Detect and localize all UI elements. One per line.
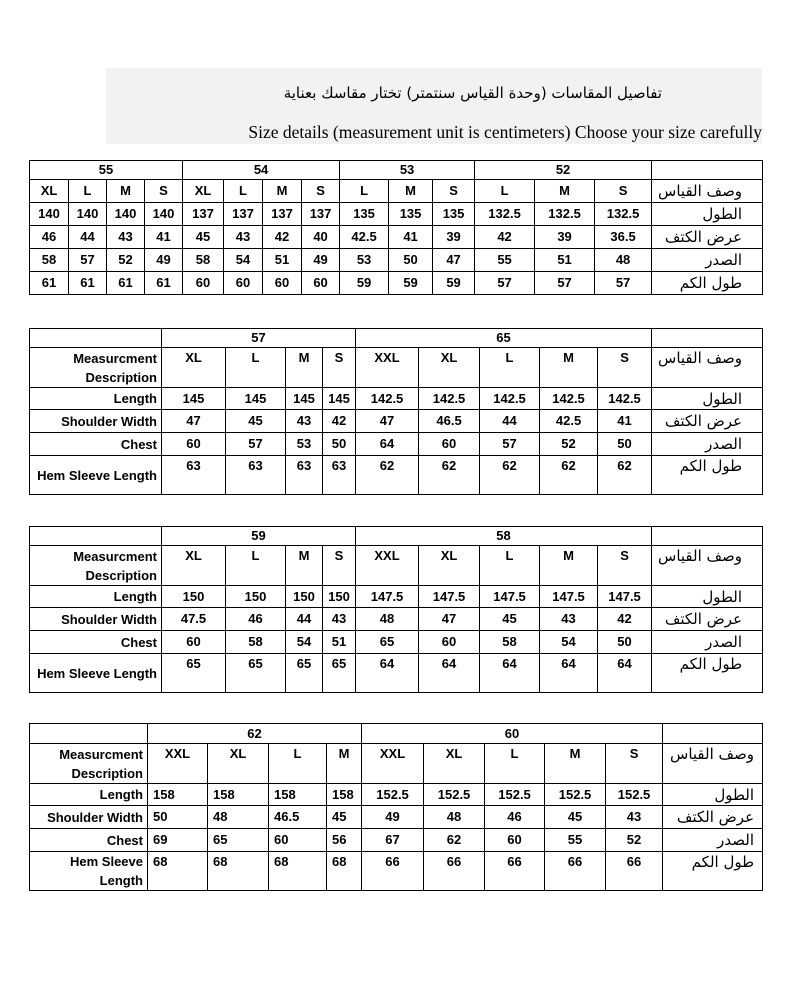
size-cell: S: [323, 348, 356, 388]
value-cell: 147.5: [356, 586, 419, 608]
value-cell: 60: [419, 631, 480, 654]
value-cell: 142.5: [540, 388, 598, 410]
size-cell: XL: [419, 546, 480, 586]
row-label-ar: الطول: [652, 388, 763, 410]
value-cell: 60: [485, 829, 545, 852]
group-header: 60: [362, 724, 663, 744]
value-cell: 47: [162, 410, 226, 433]
group-row: [30, 161, 763, 180]
value-cell: 67: [362, 829, 424, 852]
value-cell: 132.5: [595, 203, 652, 226]
row-label-ar: وصف القياس: [663, 744, 763, 784]
row-label-en: Shoulder Width: [30, 806, 148, 829]
value-cell: 69: [148, 829, 208, 852]
row-label-ar: عرض الكتف: [652, 226, 763, 249]
size-cell: S: [433, 180, 475, 203]
value-cell: 65: [286, 654, 323, 693]
value-cell: 62: [540, 456, 598, 495]
value-cell: 61: [30, 272, 69, 295]
value-cell: 46: [226, 608, 286, 631]
size-cell: XL: [419, 348, 480, 388]
size-cell: XL: [162, 348, 226, 388]
size-cell: M: [327, 744, 362, 784]
size-cell: L: [475, 180, 535, 203]
value-cell: 152.5: [545, 784, 606, 806]
title-arabic: تفاصيل المقاسات (وحدة القياس سنتمتر) تختار مقاسك بعناية: [283, 84, 662, 102]
chest-row: [30, 433, 763, 456]
length-row: [30, 784, 763, 806]
value-cell: 135: [433, 203, 475, 226]
value-cell: 60: [302, 272, 340, 295]
value-cell: 68: [269, 852, 327, 891]
value-cell: 57: [226, 433, 286, 456]
value-cell: 36.5: [595, 226, 652, 249]
size-cell: M: [389, 180, 433, 203]
shoulder-row: [30, 608, 763, 631]
size-cell: L: [480, 348, 540, 388]
size-row: [30, 348, 763, 388]
value-cell: 39: [535, 226, 595, 249]
value-cell: 46: [30, 226, 69, 249]
value-cell: 68: [327, 852, 362, 891]
size-cell: XXL: [356, 348, 419, 388]
row-label-ar: طول الكم: [663, 852, 763, 891]
value-cell: 142.5: [480, 388, 540, 410]
value-cell: 43: [323, 608, 356, 631]
group-header: 57: [162, 329, 356, 348]
value-cell: 42.5: [340, 226, 389, 249]
size-cell: L: [269, 744, 327, 784]
group-row: [30, 724, 763, 744]
value-cell: 51: [263, 249, 302, 272]
size-cell: S: [323, 546, 356, 586]
value-cell: 52: [107, 249, 145, 272]
size-table-1: [29, 160, 763, 295]
size-cell: XL: [208, 744, 269, 784]
group-header: 54: [183, 161, 340, 180]
empty-cell: [652, 329, 763, 348]
row-label-ar: الصدر: [652, 249, 763, 272]
value-cell: 65: [356, 631, 419, 654]
size-cell: XL: [30, 180, 69, 203]
value-cell: 140: [145, 203, 183, 226]
row-label-en: Shoulder Width: [30, 410, 162, 433]
value-cell: 135: [389, 203, 433, 226]
value-cell: 48: [356, 608, 419, 631]
row-label-en: Chest: [30, 829, 148, 852]
value-cell: 142.5: [356, 388, 419, 410]
value-cell: 64: [598, 654, 652, 693]
row-label-ar: وصف القياس: [652, 546, 763, 586]
size-table-3: [29, 526, 763, 693]
value-cell: 41: [389, 226, 433, 249]
size-cell: XXL: [148, 744, 208, 784]
value-cell: 60: [162, 631, 226, 654]
sleeve-row: [30, 852, 763, 891]
value-cell: 48: [208, 806, 269, 829]
value-cell: 42: [323, 410, 356, 433]
value-cell: 60: [419, 433, 480, 456]
size-cell: L: [69, 180, 107, 203]
row-label-en: Chest: [30, 433, 162, 456]
value-cell: 47: [419, 608, 480, 631]
value-cell: 158: [269, 784, 327, 806]
group-header: 59: [162, 527, 356, 546]
empty-cell: [663, 724, 763, 744]
value-cell: 54: [224, 249, 263, 272]
length-row: [30, 388, 763, 410]
chest-row: [30, 249, 763, 272]
sleeve-row: [30, 654, 763, 693]
value-cell: 140: [30, 203, 69, 226]
value-cell: 50: [598, 433, 652, 456]
value-cell: 50: [323, 433, 356, 456]
size-cell: S: [606, 744, 663, 784]
value-cell: 42: [598, 608, 652, 631]
value-cell: 40: [302, 226, 340, 249]
value-cell: 66: [545, 852, 606, 891]
value-cell: 53: [340, 249, 389, 272]
value-cell: 49: [145, 249, 183, 272]
value-cell: 44: [69, 226, 107, 249]
size-cell: M: [540, 348, 598, 388]
value-cell: 66: [362, 852, 424, 891]
value-cell: 52: [606, 829, 663, 852]
group-header: 55: [30, 161, 183, 180]
value-cell: 44: [480, 410, 540, 433]
chest-row: [30, 631, 763, 654]
empty-cell: [652, 161, 763, 180]
value-cell: 41: [598, 410, 652, 433]
size-cell: XL: [424, 744, 485, 784]
value-cell: 150: [286, 586, 323, 608]
size-cell: XL: [183, 180, 224, 203]
value-cell: 57: [595, 272, 652, 295]
value-cell: 49: [302, 249, 340, 272]
row-label-ar: الطول: [652, 203, 763, 226]
value-cell: 65: [208, 829, 269, 852]
value-cell: 132.5: [535, 203, 595, 226]
row-label-en: Length: [30, 586, 162, 608]
value-cell: 65: [323, 654, 356, 693]
sleeve-row: [30, 456, 763, 495]
value-cell: 45: [480, 608, 540, 631]
value-cell: 54: [286, 631, 323, 654]
value-cell: 43: [540, 608, 598, 631]
value-cell: 147.5: [480, 586, 540, 608]
value-cell: 150: [323, 586, 356, 608]
value-cell: 45: [226, 410, 286, 433]
size-cell: L: [485, 744, 545, 784]
value-cell: 63: [323, 456, 356, 495]
chest-row: [30, 829, 763, 852]
shoulder-row: [30, 410, 763, 433]
length-row: [30, 203, 763, 226]
length-row: [30, 586, 763, 608]
value-cell: 46.5: [269, 806, 327, 829]
value-cell: 46.5: [419, 410, 480, 433]
value-cell: 51: [323, 631, 356, 654]
shoulder-row: [30, 226, 763, 249]
value-cell: 65: [162, 654, 226, 693]
value-cell: 152.5: [606, 784, 663, 806]
size-cell: S: [145, 180, 183, 203]
row-label-ar: الطول: [652, 586, 763, 608]
value-cell: 63: [286, 456, 323, 495]
group-header: 58: [356, 527, 652, 546]
group-header: 62: [148, 724, 362, 744]
size-row: [30, 744, 763, 784]
value-cell: 61: [69, 272, 107, 295]
row-label-en: Hem Sleeve Length: [30, 852, 148, 891]
size-cell: M: [286, 546, 323, 586]
sleeve-row: [30, 272, 763, 295]
row-label-ar: الطول: [663, 784, 763, 806]
value-cell: 41: [145, 226, 183, 249]
value-cell: 137: [263, 203, 302, 226]
group-header: 65: [356, 329, 652, 348]
value-cell: 137: [302, 203, 340, 226]
title-english: Size details (measurement unit is centimeters) Choose your size carefully: [248, 122, 762, 142]
value-cell: 60: [224, 272, 263, 295]
value-cell: 64: [356, 654, 419, 693]
value-cell: 57: [475, 272, 535, 295]
value-cell: 62: [356, 456, 419, 495]
size-cell: M: [545, 744, 606, 784]
value-cell: 39: [433, 226, 475, 249]
row-label-ar: طول الكم: [652, 654, 763, 693]
value-cell: 62: [424, 829, 485, 852]
row-label-ar: طول الكم: [652, 456, 763, 495]
value-cell: 45: [327, 806, 362, 829]
value-cell: 137: [224, 203, 263, 226]
row-label-en: Chest: [30, 631, 162, 654]
size-cell: L: [340, 180, 389, 203]
value-cell: 142.5: [419, 388, 480, 410]
size-cell: M: [535, 180, 595, 203]
size-cell: XL: [162, 546, 226, 586]
value-cell: 58: [183, 249, 224, 272]
value-cell: 47: [356, 410, 419, 433]
value-cell: 145: [162, 388, 226, 410]
value-cell: 137: [183, 203, 224, 226]
value-cell: 64: [480, 654, 540, 693]
row-label-ar: عرض الكتف: [652, 410, 763, 433]
empty-cell: [30, 329, 162, 348]
row-label-en: Measurcment Description: [30, 348, 162, 388]
value-cell: 53: [286, 433, 323, 456]
value-cell: 60: [263, 272, 302, 295]
value-cell: 60: [269, 829, 327, 852]
size-table-4: [29, 723, 763, 891]
value-cell: 145: [226, 388, 286, 410]
value-cell: 57: [480, 433, 540, 456]
row-label-en: Hem Sleeve Length: [30, 654, 162, 693]
empty-cell: [30, 724, 148, 744]
size-cell: M: [107, 180, 145, 203]
empty-cell: [652, 527, 763, 546]
size-cell: L: [226, 546, 286, 586]
value-cell: 150: [162, 586, 226, 608]
size-cell: M: [286, 348, 323, 388]
value-cell: 46: [485, 806, 545, 829]
value-cell: 61: [145, 272, 183, 295]
size-cell: S: [595, 180, 652, 203]
value-cell: 152.5: [424, 784, 485, 806]
value-cell: 142.5: [598, 388, 652, 410]
size-cell: L: [480, 546, 540, 586]
value-cell: 158: [148, 784, 208, 806]
group-row: [30, 527, 763, 546]
value-cell: 158: [208, 784, 269, 806]
row-label-en: Measurcment Description: [30, 744, 148, 784]
value-cell: 140: [69, 203, 107, 226]
value-cell: 42.5: [540, 410, 598, 433]
value-cell: 59: [433, 272, 475, 295]
size-cell: XXL: [356, 546, 419, 586]
value-cell: 63: [226, 456, 286, 495]
value-cell: 48: [424, 806, 485, 829]
row-label-ar: وصف القياس: [652, 180, 763, 203]
value-cell: 42: [263, 226, 302, 249]
value-cell: 55: [545, 829, 606, 852]
value-cell: 58: [226, 631, 286, 654]
value-cell: 158: [327, 784, 362, 806]
row-label-ar: وصف القياس: [652, 348, 763, 388]
shoulder-row: [30, 806, 763, 829]
value-cell: 47: [433, 249, 475, 272]
empty-cell: [30, 527, 162, 546]
size-cell: S: [302, 180, 340, 203]
row-label-en: Length: [30, 388, 162, 410]
value-cell: 66: [424, 852, 485, 891]
value-cell: 68: [208, 852, 269, 891]
value-cell: 152.5: [362, 784, 424, 806]
value-cell: 50: [598, 631, 652, 654]
size-cell: L: [226, 348, 286, 388]
size-cell: L: [224, 180, 263, 203]
row-label-ar: الصدر: [652, 631, 763, 654]
value-cell: 64: [419, 654, 480, 693]
value-cell: 63: [162, 456, 226, 495]
value-cell: 43: [107, 226, 145, 249]
value-cell: 56: [327, 829, 362, 852]
value-cell: 64: [356, 433, 419, 456]
group-header: 53: [340, 161, 475, 180]
size-cell: S: [598, 546, 652, 586]
value-cell: 62: [419, 456, 480, 495]
row-label-en: Measurcment Description: [30, 546, 162, 586]
value-cell: 132.5: [475, 203, 535, 226]
size-cell: S: [598, 348, 652, 388]
value-cell: 43: [224, 226, 263, 249]
value-cell: 59: [340, 272, 389, 295]
row-label-ar: عرض الكتف: [652, 608, 763, 631]
value-cell: 65: [226, 654, 286, 693]
value-cell: 50: [389, 249, 433, 272]
row-label-ar: الصدر: [652, 433, 763, 456]
size-row: [30, 180, 763, 203]
value-cell: 140: [107, 203, 145, 226]
value-cell: 147.5: [540, 586, 598, 608]
size-table-2: [29, 328, 763, 495]
value-cell: 50: [148, 806, 208, 829]
group-header: 52: [475, 161, 652, 180]
value-cell: 57: [535, 272, 595, 295]
value-cell: 54: [540, 631, 598, 654]
value-cell: 147.5: [419, 586, 480, 608]
value-cell: 49: [362, 806, 424, 829]
value-cell: 145: [286, 388, 323, 410]
value-cell: 68: [148, 852, 208, 891]
value-cell: 59: [389, 272, 433, 295]
value-cell: 43: [286, 410, 323, 433]
row-label-ar: الصدر: [663, 829, 763, 852]
value-cell: 58: [30, 249, 69, 272]
value-cell: 147.5: [598, 586, 652, 608]
value-cell: 44: [286, 608, 323, 631]
value-cell: 43: [606, 806, 663, 829]
row-label-ar: طول الكم: [652, 272, 763, 295]
header-box: [106, 68, 762, 144]
value-cell: 45: [545, 806, 606, 829]
value-cell: 47.5: [162, 608, 226, 631]
value-cell: 60: [162, 433, 226, 456]
value-cell: 60: [183, 272, 224, 295]
value-cell: 57: [69, 249, 107, 272]
row-label-en: Shoulder Width: [30, 608, 162, 631]
size-cell: M: [263, 180, 302, 203]
value-cell: 61: [107, 272, 145, 295]
value-cell: 58: [480, 631, 540, 654]
value-cell: 145: [323, 388, 356, 410]
value-cell: 135: [340, 203, 389, 226]
size-cell: M: [540, 546, 598, 586]
group-row: [30, 329, 763, 348]
value-cell: 66: [485, 852, 545, 891]
row-label-ar: عرض الكتف: [663, 806, 763, 829]
value-cell: 62: [480, 456, 540, 495]
row-label-en: Length: [30, 784, 148, 806]
value-cell: 150: [226, 586, 286, 608]
size-row: [30, 546, 763, 586]
value-cell: 62: [598, 456, 652, 495]
value-cell: 51: [535, 249, 595, 272]
value-cell: 48: [595, 249, 652, 272]
value-cell: 64: [540, 654, 598, 693]
value-cell: 66: [606, 852, 663, 891]
size-cell: XXL: [362, 744, 424, 784]
value-cell: 42: [475, 226, 535, 249]
value-cell: 55: [475, 249, 535, 272]
value-cell: 45: [183, 226, 224, 249]
value-cell: 52: [540, 433, 598, 456]
row-label-en: Hem Sleeve Length: [30, 456, 162, 495]
value-cell: 152.5: [485, 784, 545, 806]
